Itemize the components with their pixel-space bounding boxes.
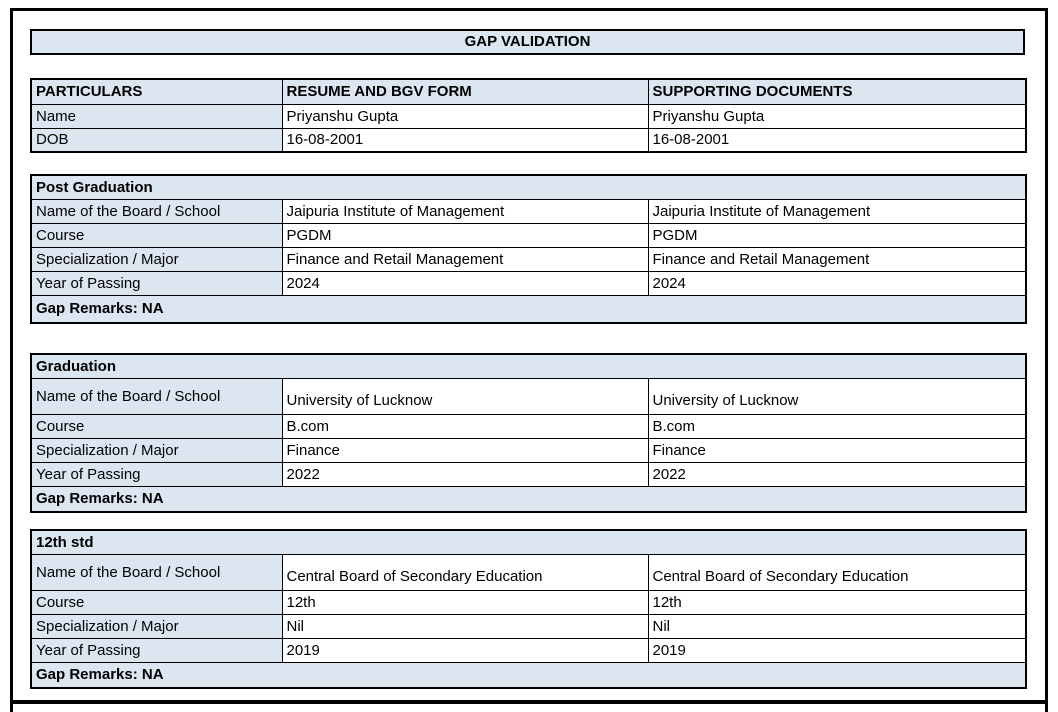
page-content <box>13 11 1045 689</box>
gap-remarks-row <box>31 662 1026 688</box>
section-title: Graduation <box>31 354 1026 378</box>
gap-remarks: Gap Remarks: NA <box>31 486 1026 512</box>
resume-value: PGDM <box>282 223 648 247</box>
particular-label: Specialization / Major <box>31 438 282 462</box>
particular-label: Specialization / Major <box>31 614 282 638</box>
resume-value: Finance <box>282 438 648 462</box>
table-row <box>31 414 1026 438</box>
section-graduation <box>30 353 1027 513</box>
particular-label: Specialization / Major <box>31 247 282 271</box>
summary-table <box>30 78 1027 153</box>
particular-label: Name of the Board / School <box>31 378 282 414</box>
section-title: Post Graduation <box>31 175 1026 199</box>
gap-remarks: Gap Remarks: NA <box>31 295 1026 323</box>
table-row <box>31 199 1026 223</box>
table-row <box>31 590 1026 614</box>
table-row <box>31 638 1026 662</box>
particular-label: Name <box>31 104 282 128</box>
particular-label: Course <box>31 590 282 614</box>
table-row <box>31 223 1026 247</box>
particular-label: Course <box>31 223 282 247</box>
resume-value: 2022 <box>282 462 648 486</box>
resume-value: University of Lucknow <box>282 378 648 414</box>
particular-label: Name of the Board / School <box>31 554 282 590</box>
table-row <box>31 128 1026 152</box>
supporting-value: 16-08-2001 <box>648 128 1026 152</box>
supporting-value: Priyanshu Gupta <box>648 104 1026 128</box>
table-row <box>31 378 1026 414</box>
column-header-resume: RESUME AND BGV FORM <box>282 79 648 104</box>
resume-value: Nil <box>282 614 648 638</box>
section-12th-std <box>30 529 1027 689</box>
supporting-value: 12th <box>648 590 1026 614</box>
resume-value: Finance and Retail Management <box>282 247 648 271</box>
supporting-value: 2024 <box>648 271 1026 295</box>
particular-label: DOB <box>31 128 282 152</box>
supporting-value: Finance <box>648 438 1026 462</box>
table-row <box>31 462 1026 486</box>
column-header-supporting: SUPPORTING DOCUMENTS <box>648 79 1026 104</box>
table-row <box>31 438 1026 462</box>
table-row <box>31 271 1026 295</box>
section-header-row <box>31 175 1026 199</box>
table-row <box>31 104 1026 128</box>
table-row <box>31 554 1026 590</box>
particular-label: Course <box>31 414 282 438</box>
column-header-particulars: PARTICULARS <box>31 79 282 104</box>
particular-label: Name of the Board / School <box>31 199 282 223</box>
page-title: GAP VALIDATION <box>30 29 1025 55</box>
section-title: 12th std <box>31 530 1026 554</box>
supporting-value: University of Lucknow <box>648 378 1026 414</box>
supporting-value: Jaipuria Institute of Management <box>648 199 1026 223</box>
summary-header-row <box>31 79 1026 104</box>
particular-label: Year of Passing <box>31 638 282 662</box>
gap-remarks-row <box>31 486 1026 512</box>
resume-value: 2024 <box>282 271 648 295</box>
supporting-value: Nil <box>648 614 1026 638</box>
gap-remarks: Gap Remarks: NA <box>31 662 1026 688</box>
section-header-row <box>31 354 1026 378</box>
supporting-value: B.com <box>648 414 1026 438</box>
supporting-value: 2022 <box>648 462 1026 486</box>
resume-value: Jaipuria Institute of Management <box>282 199 648 223</box>
gap-remarks-row <box>31 295 1026 323</box>
resume-value: B.com <box>282 414 648 438</box>
table-row <box>31 614 1026 638</box>
section-header-row <box>31 530 1026 554</box>
table-row <box>31 247 1026 271</box>
page-bottom-rule <box>10 700 1048 704</box>
supporting-value: Finance and Retail Management <box>648 247 1026 271</box>
resume-value: Priyanshu Gupta <box>282 104 648 128</box>
supporting-value: PGDM <box>648 223 1026 247</box>
resume-value: Central Board of Secondary Education <box>282 554 648 590</box>
resume-value: 16-08-2001 <box>282 128 648 152</box>
supporting-value: 2019 <box>648 638 1026 662</box>
particular-label: Year of Passing <box>31 462 282 486</box>
section-post-graduation <box>30 174 1027 324</box>
particular-label: Year of Passing <box>31 271 282 295</box>
page-frame <box>10 8 1048 712</box>
resume-value: 12th <box>282 590 648 614</box>
supporting-value: Central Board of Secondary Education <box>648 554 1026 590</box>
resume-value: 2019 <box>282 638 648 662</box>
